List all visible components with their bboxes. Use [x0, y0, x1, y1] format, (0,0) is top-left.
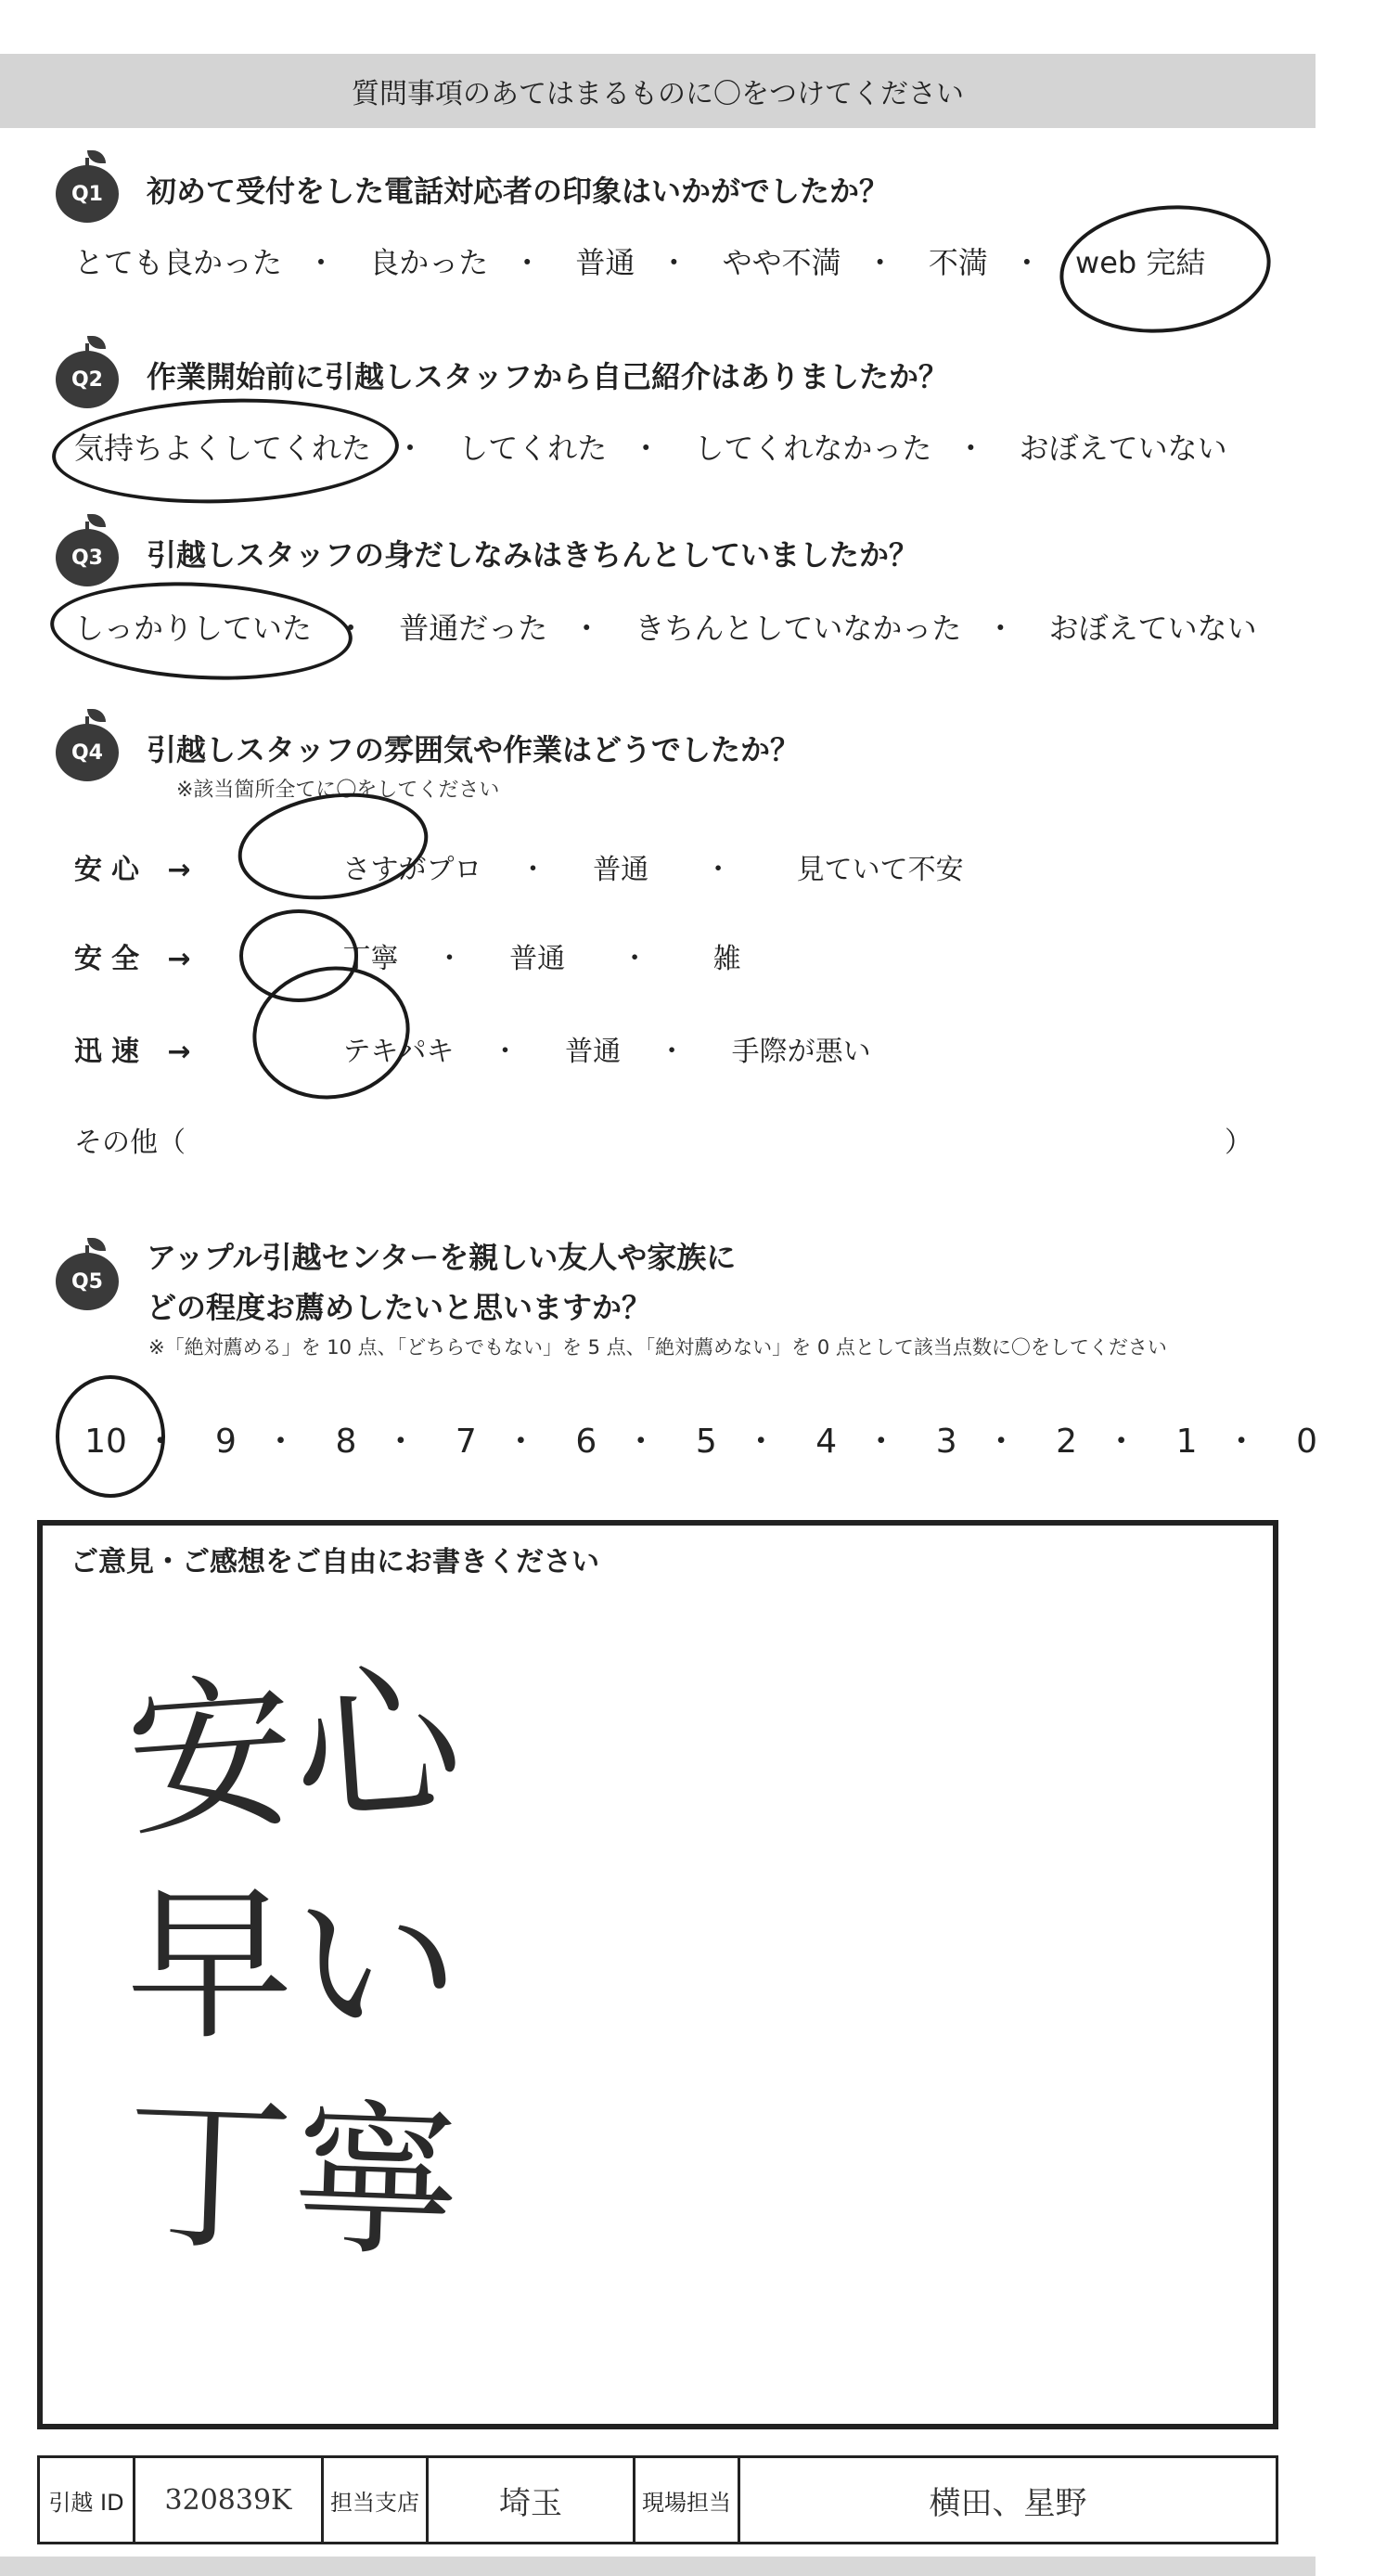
page-header	[0, 54, 1316, 128]
q4-option[interactable]: 雑	[712, 943, 741, 975]
q1-options: とても良かった ・ 良かった ・ 普通 ・ やや不満 ・ 不満 ・ web 完結	[74, 239, 1205, 282]
question-1	[56, 156, 1354, 223]
q3-option[interactable]: おぼえていない	[1048, 611, 1257, 646]
q5-score[interactable]: 3	[935, 1423, 957, 1461]
q2-option[interactable]: おぼえていない	[1019, 431, 1227, 466]
q4-option[interactable]: 普通	[565, 1036, 622, 1068]
question-5	[56, 1234, 1354, 1360]
question-4	[56, 715, 1354, 803]
q4-row-label: 安心 →	[74, 854, 200, 886]
q4-option-selected[interactable]: テキパキ	[342, 1036, 455, 1068]
q2-option[interactable]: してくれなかった	[694, 431, 932, 466]
q5-note: ※「絶対薦める」を 10 点、「どちらでもない」を 5 点、「絶対薦めない」を 0 点として該当点数に〇をしてください	[148, 1336, 1167, 1359]
q3-apple-badge-icon: Q3	[56, 520, 122, 586]
q4-other	[74, 1119, 1262, 1160]
q1-option[interactable]: やや不満	[722, 245, 841, 280]
comment-box-title: ご意見・ご感想をご自由にお書きください	[71, 1546, 599, 1578]
q4-row-anzen: 安全 → 丁寧 ・ 普通 ・ 雑	[74, 935, 741, 976]
q1-option-selected[interactable]: web 完結	[1075, 245, 1206, 280]
q3-option[interactable]: 普通だった	[399, 611, 548, 646]
q4-apple-badge-icon: Q4	[56, 715, 122, 781]
q5-score[interactable]: 0	[1296, 1423, 1317, 1461]
q2-option-selected[interactable]: 気持ちよくしてくれた	[74, 431, 372, 466]
q5-scale: 10 ・ 9 ・ 8 ・ 7 ・ 6 ・ 5 ・ 4 ・ 3 ・ 2 ・ 1 ・ 0	[83, 1415, 1329, 1462]
q5-score[interactable]: 1	[1175, 1423, 1198, 1461]
q3-option-selected[interactable]: しっかりしていた	[74, 611, 313, 646]
q3-options: しっかりしていた ・ 普通だった ・ きちんとしていなかった ・ おぼえていない	[74, 605, 1257, 648]
q4-note: ※該当箇所全てに〇をしてください	[176, 779, 500, 802]
q5-score[interactable]: 4	[815, 1423, 838, 1461]
q4-option[interactable]: 手際が悪い	[731, 1036, 871, 1068]
q2-option[interactable]: してくれた	[458, 431, 608, 466]
q4-question: 引越しスタッフの雰囲気や作業はどうでしたか？	[147, 732, 801, 767]
q5-score[interactable]: 2	[1056, 1423, 1078, 1461]
q5-score[interactable]: 6	[575, 1423, 597, 1461]
q5-score[interactable]: 5	[695, 1423, 717, 1461]
q1-option[interactable]: 良かった	[369, 245, 489, 280]
staff-label: 現場担当	[635, 2458, 740, 2542]
q1-option[interactable]: 不満	[928, 245, 988, 280]
q4-row-label: 安全 →	[74, 943, 200, 975]
staff-value[interactable]: 横田、星野	[929, 2484, 1087, 2522]
q5-apple-badge-icon: Q5	[56, 1243, 122, 1310]
header-title: 質問事項のあてはまるものに〇をつけてください	[352, 78, 964, 110]
q5-score[interactable]: 8	[335, 1423, 357, 1461]
q5-score[interactable]: 9	[215, 1423, 237, 1461]
q3-option[interactable]: きちんとしていなかった	[635, 611, 962, 646]
q4-option[interactable]: 見ていて不安	[796, 854, 964, 886]
q4-row-anshin: 安心 → さすがプロ ・ 普通 ・ 見ていて不安	[74, 846, 964, 887]
move-id-label: 引越 ID	[40, 2458, 135, 2542]
q3-question: 引越しスタッフの身だしなみはきちんとしていましたか？	[147, 537, 919, 573]
q4-other-label: その他（	[74, 1127, 186, 1159]
q5-question-line1: アップル引越センターを親しい友人や家族に	[147, 1240, 737, 1275]
comment-box[interactable]	[37, 1520, 1278, 2429]
q2-apple-badge-icon: Q2	[56, 341, 122, 408]
bottom-bar	[0, 2557, 1316, 2576]
handwritten-comment-line: 丁寧	[122, 2076, 464, 2283]
q5-score[interactable]: 7	[455, 1423, 477, 1461]
branch-label: 担当支店	[324, 2458, 429, 2542]
move-id-value[interactable]: 320839K	[135, 2458, 324, 2542]
q4-row-jinsoku: 迅速 → テキパキ ・ 普通 ・ 手際が悪い	[74, 1028, 871, 1069]
handwritten-comment-line: 早い	[126, 1869, 461, 2063]
q4-row-label: 迅速 →	[74, 1036, 200, 1068]
q1-option[interactable]: とても良かった	[74, 245, 283, 280]
q5-question-line2: どの程度お薦めしたいと思いますか？	[147, 1290, 652, 1325]
q4-option-selected[interactable]: さすがプロ	[342, 854, 482, 886]
q1-option[interactable]: 普通	[575, 245, 635, 280]
q2-question: 作業開始前に引越しスタッフから自己紹介はありましたか？	[147, 359, 949, 394]
q1-question: 初めて受付をした電話対応者の印象はいかがでしたか？	[147, 174, 890, 209]
question-3	[56, 520, 1354, 586]
q4-option-selected[interactable]: 丁寧	[342, 943, 399, 975]
q2-options: 気持ちよくしてくれた ・ してくれた ・ してくれなかった ・ おぼえていない	[74, 425, 1227, 468]
q1-apple-badge-icon: Q1	[56, 156, 122, 223]
question-2	[56, 341, 1354, 408]
q4-option[interactable]: 普通	[593, 854, 649, 886]
q4-other-close: ）	[1225, 1127, 1252, 1159]
q5-score-selected[interactable]: 10	[84, 1423, 127, 1461]
footer-table	[37, 2455, 1278, 2544]
q4-option[interactable]: 普通	[509, 943, 566, 975]
handwritten-comment-line: 安心	[121, 1643, 468, 1861]
branch-value[interactable]: 埼玉	[429, 2458, 635, 2542]
